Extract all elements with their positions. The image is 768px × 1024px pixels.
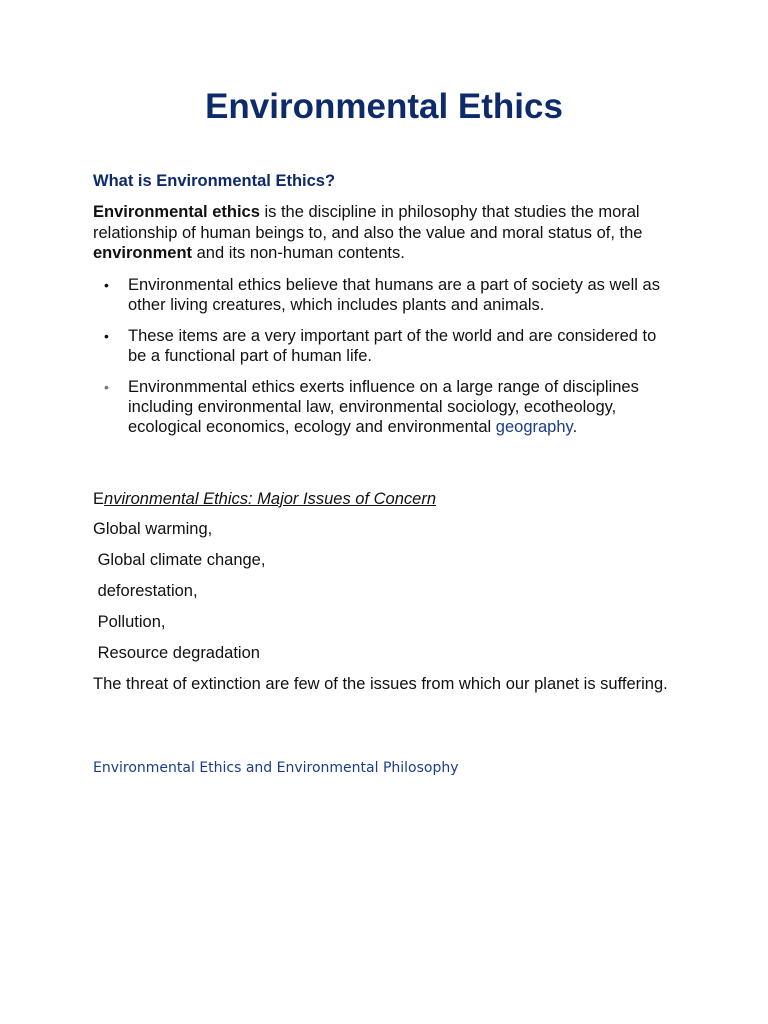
intro-text-1: is the discipline in philosophy that studies the moral relationship of human beings to, and also the value and moral status of, the bbox=[93, 203, 643, 242]
issue-item: Pollution, bbox=[93, 613, 166, 631]
intro-bold-term: Environmental ethics bbox=[93, 203, 260, 221]
bullet-icon: • bbox=[104, 379, 109, 395]
bullet-text-end: . bbox=[572, 418, 578, 436]
issues-list bbox=[93, 519, 265, 674]
intro-paragraph bbox=[93, 202, 673, 264]
bullet-list bbox=[93, 275, 673, 437]
geography-link[interactable]: geography bbox=[495, 418, 573, 436]
issue-item: Global climate change, bbox=[93, 551, 266, 569]
bullet-icon: • bbox=[104, 277, 109, 293]
issues-heading-lead: E bbox=[93, 490, 105, 508]
issues-heading-italic: nvironmental Ethics: Major Issues of Concern bbox=[104, 490, 436, 508]
bullet-text: Environmental ethics believe that humans are a part of society as well as other living creatures, which includes plants and animals. bbox=[128, 276, 660, 314]
list-item bbox=[93, 377, 673, 437]
section-subheading: What is Environmental Ethics? bbox=[93, 172, 336, 190]
bullet-icon: • bbox=[104, 328, 109, 344]
issue-item: Global warming, bbox=[93, 520, 213, 538]
bullet-text: These items are a very important part of the world and are considered to be a functional part of human life. bbox=[128, 327, 657, 365]
issue-item: deforestation, bbox=[93, 582, 198, 600]
related-article-link[interactable]: Environmental Ethics and Environmental Philosophy bbox=[93, 760, 459, 776]
issue-item: Resource degradation bbox=[93, 644, 260, 662]
issues-heading bbox=[93, 489, 436, 509]
bullet-text: Environmmental ethics exerts influence on a large range of disciplines including environmental law, environmental sociology, ecotheology, ecological economics, ecology and environmental bbox=[128, 378, 639, 436]
list-item bbox=[93, 275, 673, 315]
page-title: Environmental Ethics bbox=[205, 87, 563, 126]
intro-bold-term-2: environment bbox=[93, 244, 193, 262]
list-item bbox=[93, 326, 673, 366]
intro-text-2: and its non-human contents. bbox=[192, 244, 405, 262]
threat-paragraph: The threat of extinction are few of the issues from which our planet is suffering. bbox=[93, 675, 668, 693]
